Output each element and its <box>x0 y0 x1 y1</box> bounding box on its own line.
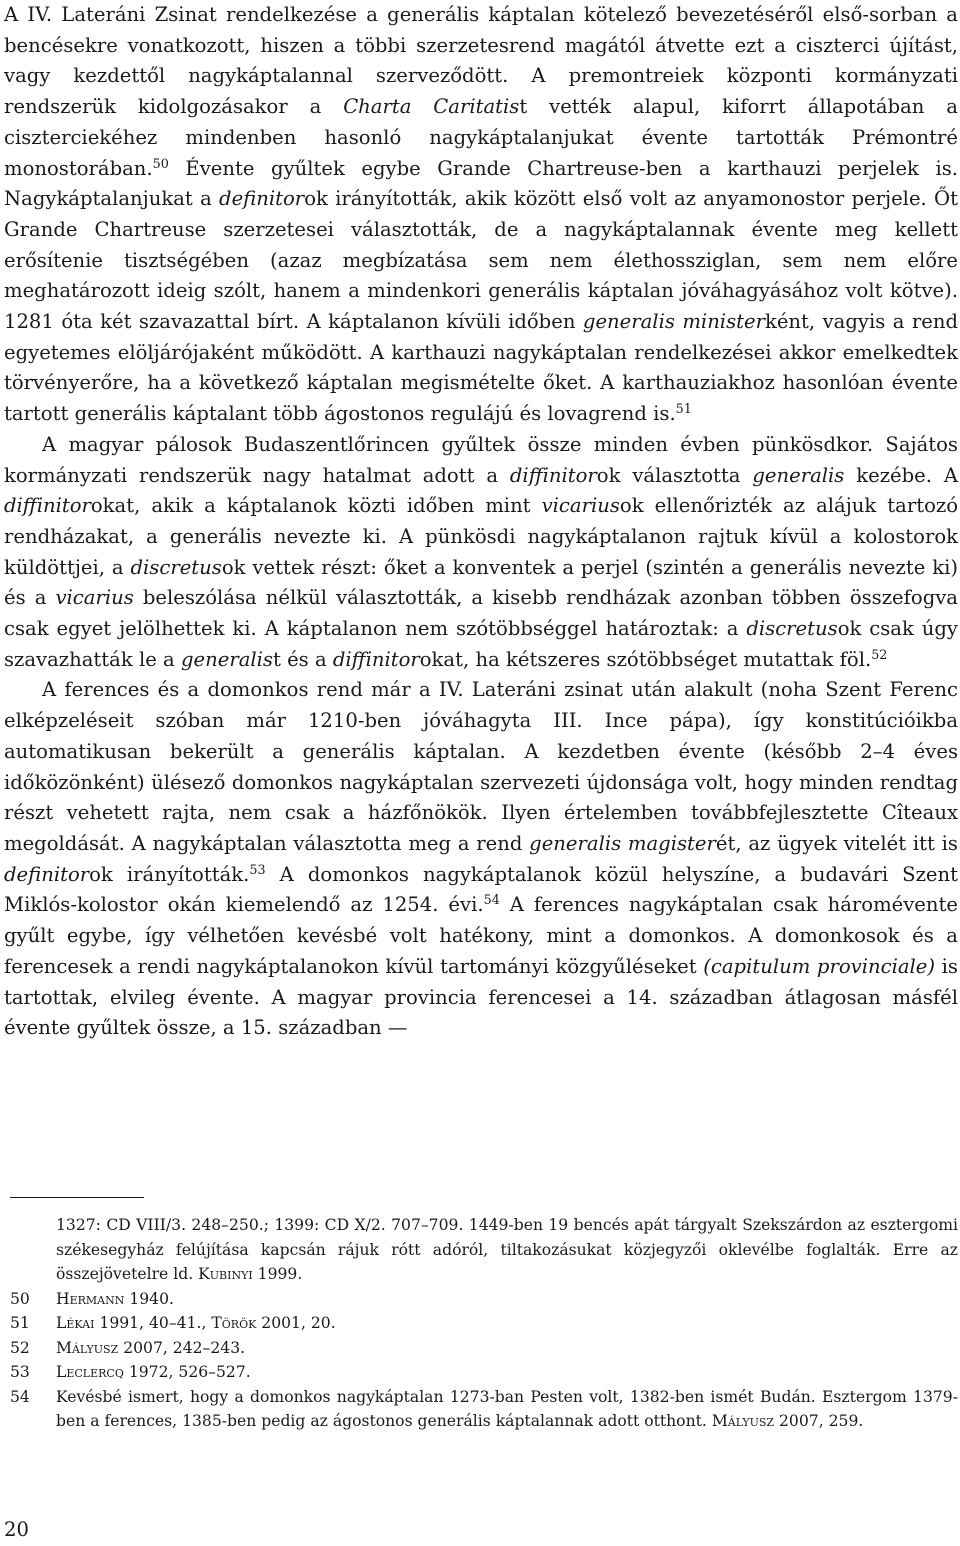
author-name: Török <box>211 1314 257 1332</box>
italic-text: generalis minister <box>582 310 765 334</box>
text-run: ok vettek részt: őket a konventek a perjel (szintén a generális nevezte ki) és a <box>4 555 958 610</box>
text-run: ok választotta <box>596 463 753 487</box>
italic-text: definitor <box>4 862 90 886</box>
footnote <box>10 1385 958 1434</box>
text-run: A magyar pálosok Budaszentlőrincen gyűltek össze minden évben pünkösdkor. Sajátos kormányzati rendszerük nagy hatalmat adott a <box>4 432 958 487</box>
main-text <box>4 0 958 1044</box>
italic-text: diffinitor <box>4 494 91 518</box>
paragraph <box>4 675 958 1043</box>
text-run: ok irányították. <box>89 862 250 886</box>
text-run: ok irányították, akik között első volt az anyamonostor perjele. Őt Grande Chartreuse szerzetesei választották, de a nagykáptalannak évente meg kellett erősítenie tisztségében (azaz megbízatása sem nem élethossziglan, sem nem előre meghatározott ideig szólt, hanem a mindenkori generális káptalan jóváhagyásához volt kötve). 1281 óta két szavazattal bírt. A káptalanon kívüli időben <box>4 187 958 334</box>
italic-text: vicarius <box>55 586 134 610</box>
footnote-reference: 52 <box>871 647 888 663</box>
text-run: ét, az ügyek vitelét itt is <box>715 831 958 855</box>
text-run: beleszólása nélkül választották, a kisebb rendházak azonban többen összefogva csak egyet jelölhettek ki. A káptalanon nem szótöbbséggel határoztak: a <box>4 586 958 641</box>
footnote-number: 51 <box>10 1314 30 1332</box>
text-run: 2007, 259. <box>774 1412 864 1430</box>
paragraph <box>4 430 958 676</box>
text-run: ok ellenőrizték az alájuk tartozó rendházakat, a generális nevezte ki. A pünkösdi nagykáptalanon rajtuk kívül a kolostorok küldöttjei, a <box>4 494 959 579</box>
text-run: 1972, 526–527. <box>123 1363 251 1381</box>
text-run: A domonkos nagykáptalanok közül helyszíne, a budavári Szent Miklós-kolostor okán kiemelendő az 1254. évi. <box>4 862 958 917</box>
footnote-text <box>56 1213 958 1287</box>
footnote-reference: 54 <box>483 893 500 909</box>
text-run: ként, vagyis a rend egyetemes elöljárójaként működött. A karthauzi nagykáptalan rendelkezései akkor emelkedtek törvényerőre, ha a következő káptalan megismételte őket. A karthauziakhoz hasonlóan évente tartott generális káptalant több ágostonos regulájú és lovagrend is. <box>4 310 958 426</box>
page-number: 20 <box>4 1518 29 1541</box>
footnote <box>10 1311 958 1336</box>
footnotes <box>10 1213 958 1434</box>
italic-text: (capitulum provinciale) <box>703 954 936 978</box>
footnote <box>10 1336 958 1361</box>
text-run: 1940. <box>124 1289 174 1308</box>
text-run: is tartottak, elvileg évente. A magyar provincia ferencesei a 14. században átlagosan másfél évente gyűltek össze, a 15. században — <box>4 954 958 1040</box>
text-run: 1327: CD VIII/3. 248–250.; 1399: CD X/2. 707–709. 1449-ben 19 bencés apát tárgyalt Szekszárdon az esztergomi székesegyház felújítása kapcsán rájuk rótt adóról, tiltakozásukat közjegyzői oklevélbe foglalták. Erre az összejövetelre ld. <box>56 1216 958 1283</box>
italic-text: vicarius <box>541 494 620 518</box>
italic-text: generalis <box>180 647 273 671</box>
author-name: Hermann <box>56 1289 125 1308</box>
text-run: t és a <box>272 647 333 671</box>
paragraph <box>4 0 958 430</box>
italic-text: discretus <box>746 617 838 641</box>
author-name: Leclercq <box>56 1363 124 1381</box>
text-run: Évente gyűltek egybe Grande Chartreuse-ben a karthauzi perjelek is. Nagykáptalanjukat a <box>4 156 958 211</box>
text-run: 2001, 20. <box>256 1314 336 1332</box>
footnote-text <box>56 1287 958 1312</box>
footnote-number: 53 <box>10 1363 30 1381</box>
footnote-text <box>56 1311 958 1336</box>
italic-text: discretus <box>130 555 222 579</box>
footnote <box>10 1213 958 1287</box>
footnote-text <box>56 1336 958 1361</box>
text-run: 1991, 40–41., <box>94 1314 212 1332</box>
italic-text: Charta Caritatis <box>343 95 520 119</box>
author-name: Mályusz <box>711 1412 775 1430</box>
footnote-number: 50 <box>10 1289 30 1308</box>
italic-text: definitor <box>219 187 305 211</box>
text-run: okat, ha kétszeres szótöbbséget mutattak föl. <box>419 647 872 671</box>
footnote-number: 52 <box>10 1338 30 1357</box>
footnote-text <box>56 1385 958 1434</box>
text-run: A ferences nagykáptalan csak háromévente gyűlt egybe, így vélhetően kevésbé volt hatékony, mint a domonkos. A domonkosok és a ferencesek a rendi nagykáptalanokon kívül tartományi közgyűléseket <box>4 893 958 978</box>
text-run: t vették alapul, kiforrt állapotában a ciszterciekéhez mindenben hasonló nagykáptalanjukat évente tartották Prémontré monostorában. <box>4 95 958 180</box>
text-run: kezébe. A <box>844 463 958 487</box>
footnote-reference: 50 <box>152 156 169 172</box>
italic-text: generalis magister <box>529 831 716 855</box>
text-run: 1999. <box>252 1265 303 1283</box>
italic-text: diffinitor <box>332 647 420 671</box>
text-run: okat, akik a káptalanok közti időben mint <box>90 494 542 518</box>
footnote-separator <box>10 1197 144 1198</box>
author-name: Mályusz <box>56 1338 119 1357</box>
footnote-reference: 53 <box>249 862 266 878</box>
author-name: Lékai <box>56 1314 95 1332</box>
footnote-reference: 51 <box>675 402 692 418</box>
italic-text: diffinitor <box>509 463 597 487</box>
footnote-number: 54 <box>10 1387 30 1406</box>
text-run: 2007, 242–243. <box>118 1338 246 1357</box>
italic-text: generalis <box>752 463 845 487</box>
footnote-text <box>56 1360 958 1385</box>
footnote <box>10 1287 958 1312</box>
text-run: A ferences és a domonkos rend már a IV. Lateráni zsinat után alakult (noha Szent Ferenc elképzeléseit szóban már 1210-ben jóváhagyta III. Ince pápa), így konstitúcióikba automatikusan bekerült a generális káptalan. A kezdetben évente (később 2–4 éves időközönként) ülésező domonkos nagykáptalan szervezeti újdonsága volt, hogy minden rendtag részt vehetett rajta, nem csak a házfőnökök. Ilyen értelemben továbbfejlesztette Cîteaux megoldását. A nagykáptalan választotta meg a rend <box>4 678 958 855</box>
author-name: Kubinyi <box>198 1265 253 1283</box>
text-run: Kevésbé ismert, hogy a domonkos nagykáptalan 1273-ban Pesten volt, 1382-ben ismét Budán. Esztergom 1379-ben a ferences, 1385-ben pedig az ágostonos generális káptalannak adott otthont. <box>56 1387 958 1430</box>
footnote <box>10 1360 958 1385</box>
text-run: ok csak úgy szavazhatták le a <box>4 617 958 671</box>
text-run: A IV. Lateráni Zsinat rendelkezése a generális káptalan kötelező bevezetéséről első-sorban a bencésekre vonatkozott, hiszen a többi szerzetesrend magától átvette ezt a ciszterci újítást, vagy kezdettől nagykáptalannal szerveződött. A premontreiek központi kormányzati rendszerük kidolgozásakor a <box>4 3 958 119</box>
